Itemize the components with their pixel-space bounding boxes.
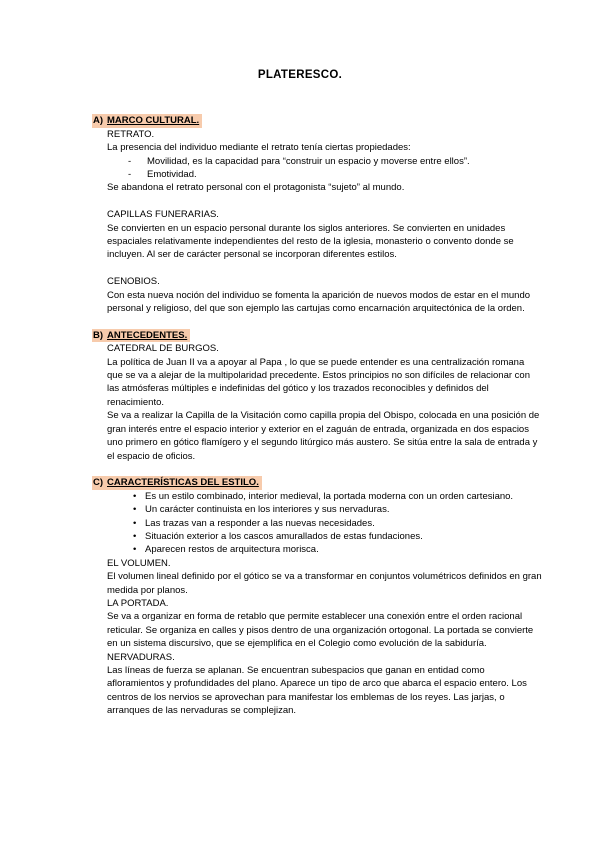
bullet-marker: • <box>133 490 137 502</box>
section-label: C) <box>93 477 104 489</box>
bullet-list-item <box>107 490 542 503</box>
section-heading <box>92 476 542 489</box>
bullet-list-item <box>107 543 542 556</box>
paragraph: La política de Juan II va a apoyar al Papa , lo que se puede entender es una centralización romana que se va a alejar de la multipolaridad precedente. Estos principios no son difíciles de relacionar con las atmósferas múltiples e indefinidas del gótico y los trazados reconocibles y definidos del renacimiento. <box>107 356 530 408</box>
list-item-text: Situación exterior a los cascos amurallados de estas fundaciones. <box>145 530 423 542</box>
section-heading-text: CARACTERÍSTICAS DEL ESTILO. <box>107 477 259 489</box>
paragraph: La presencia del individuo mediante el retrato tenía ciertas propiedades: <box>107 142 411 154</box>
paragraph: Se va a organizar en forma de retablo que permite establecer una conexión entre el orden racional reticular. Se organiza en calles y pisos dentro de una organización ortogonal. La portada se convierte en un sistema discursivo, que se ejemplifica en el Colegio como evolución de la sabiduría. <box>107 611 534 650</box>
subheading: CATEDRAL DE BURGOS. <box>107 343 219 355</box>
bullet-marker: • <box>133 517 137 529</box>
list-item-text: Emotividad. <box>147 169 197 181</box>
section-heading-text: MARCO CULTURAL. <box>107 115 200 127</box>
section-caracteristicas-del-estilo <box>92 476 542 717</box>
subheading: EL VOLUMEN. <box>107 557 171 569</box>
subheading: NERVADURAS. <box>107 651 175 663</box>
bullet-marker: • <box>133 530 137 542</box>
bullet-list-item <box>107 517 542 530</box>
section-blocks <box>107 128 542 316</box>
paragraph: Las líneas de fuerza se aplanan. Se encuentran subespacios que ganan en entidad como afloramientos y profundidades del plano. Aparece un tipo de arco que abarca el espacio entero. Los centros de los nervios se aprovechan para manifestar los emblemas de los reyes. Las jarjas, o arranques de las nervaduras se complejizan. <box>107 665 527 717</box>
bullet-list-item <box>107 503 542 516</box>
bullet-marker: • <box>133 544 137 556</box>
paragraph: Se convierten en un espacio personal durante los siglos anteriores. Se convierten en unidades espaciales relativamente independientes del resto de la iglesia, monasterio o convento donde se incluyen. Al ser de carácter personal se incorporan diferentes estilos. <box>107 222 514 261</box>
list-item-text: Es un estilo combinado, interior medieval, la portada moderna con un orden cartesiano. <box>145 490 514 502</box>
list-item-text: Las trazas van a responder a las nuevas necesidades. <box>145 517 375 529</box>
section-antecedentes <box>92 329 542 463</box>
section-heading-highlight <box>92 114 202 127</box>
subheading: LA PORTADA. <box>107 597 169 609</box>
section-heading-highlight <box>92 476 262 489</box>
section-label: A) <box>93 115 104 127</box>
subheading: CAPILLAS FUNERARIAS. <box>107 209 219 221</box>
list-item-text: Un carácter continuista en los interiores y sus nervaduras. <box>145 504 390 516</box>
section-label: B) <box>93 329 104 341</box>
subheading: RETRATO. <box>107 128 155 140</box>
dash-list-item <box>107 168 542 181</box>
document-body <box>92 114 542 717</box>
list-item-text: Aparecen restos de arquitectura morisca. <box>145 544 319 556</box>
dash-list-item <box>107 155 542 168</box>
paragraph: Se abandona el retrato personal con el protagonista “sujeto” al mundo. <box>107 182 405 194</box>
bullet-marker: • <box>133 504 137 516</box>
section-blocks <box>107 342 542 463</box>
paragraph: Con esta nueva noción del individuo se fomenta la aparición de nuevos modos de estar en el mundo personal y religioso, del que son ejemplo las cartujas como encarnación arquitectónica de la orden. <box>107 289 531 315</box>
section-heading-highlight <box>92 329 190 342</box>
section-heading-text: ANTECEDENTES. <box>107 329 188 341</box>
paragraph: Se va a realizar la Capilla de la Visitación como capilla propia del Obispo, colocada en una posición de gran interés entre el espacio interior y exterior en el zaguán de entrada, organizada en dos espacios uno primero en gótico flamígero y el segundo litúrgico más austero. Se sitúa entre la sala de entrada y el espacio de oficios. <box>107 410 540 462</box>
section-heading <box>92 329 542 342</box>
bullet-list-item <box>107 530 542 543</box>
dash-marker: - <box>128 169 132 181</box>
dash-marker: - <box>128 155 132 167</box>
subheading: CENOBIOS. <box>107 276 160 288</box>
paragraph: El volumen lineal definido por el gótico se va a transformar en conjuntos volumétricos definidos en gran medida por planos. <box>107 571 542 596</box>
blank-line <box>107 262 542 275</box>
section-heading <box>92 114 542 127</box>
section-marco-cultural <box>92 114 542 315</box>
document-title: PLATERESCO. <box>257 69 343 81</box>
blank-line <box>107 195 542 208</box>
title-row <box>0 0 600 82</box>
section-blocks <box>107 490 542 718</box>
list-item-text: Movilidad, es la capacidad para “construir un espacio y moverse entre ellos”. <box>147 155 470 167</box>
